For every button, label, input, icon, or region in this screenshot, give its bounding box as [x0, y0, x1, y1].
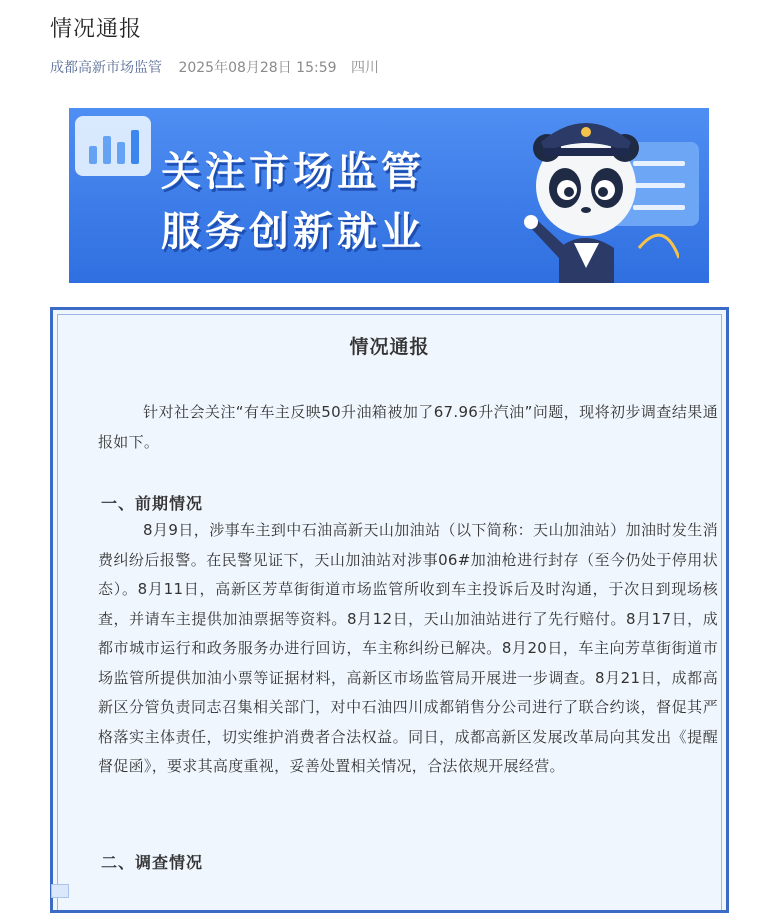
section-2-heading: 二、调查情况 [101, 853, 204, 872]
banner-line-2: 服务创新就业 [161, 209, 425, 255]
image-placeholder-icon [51, 884, 69, 898]
banner-image [69, 108, 709, 283]
section-1-text: 8月9日，涉事车主到中石油高新天山加油站（以下简称：天山加油站）加油时发生消费纠纷后报警。在民警见证下，天山加油站对涉事06#加油枪进行封存（至今仍处于停用状态）。8月11日，高新区芳草街街道市场监管所收到车主投诉后及时沟通，于次日到现场核查，并请车主提供加油票据等资料。8月12日，天山加油站进行了先行赔付。8月17日，成都市城市运行和政务服务办进行回访，车主称纠纷已解决。8月20日，车主向芳草街街道市场监管所提供加油小票等证据材料，高新区市场监管局开展进一步调查。8月21日，成都高新区分管负责同志召集相关部门，对中石油四川成都销售分公司进行了联合约谈，督促其严格落实主体责任，切实维护消费者合法权益。同日，成都高新区发展改革局向其发出《提醒督促函》，要求其高度重视，妥善处置相关情况，合法依规开展经营。 [98, 521, 718, 775]
article-meta [50, 57, 379, 77]
notice-title: 情况通报 [349, 336, 430, 358]
intro-paragraph [98, 398, 718, 457]
publish-location: 四川 [350, 60, 379, 76]
intro-text: 针对社会关注“有车主反映50升油箱被加了67.96升汽油”问题，现将初步调查结果通报如下。 [98, 403, 718, 451]
account-name-link[interactable]: 成都高新市场监管 [50, 60, 162, 76]
chart-card-icon [75, 116, 151, 176]
publish-time: 2025年08月28日 15:59 [178, 60, 337, 76]
notice-box [50, 307, 729, 913]
banner-line-1: 关注市场监管 [161, 149, 425, 195]
article-title: 情况通报 [50, 17, 143, 42]
panda-mascot-icon [489, 108, 679, 283]
section-1-heading: 一、前期情况 [101, 494, 204, 513]
section-1-paragraph [98, 516, 718, 782]
